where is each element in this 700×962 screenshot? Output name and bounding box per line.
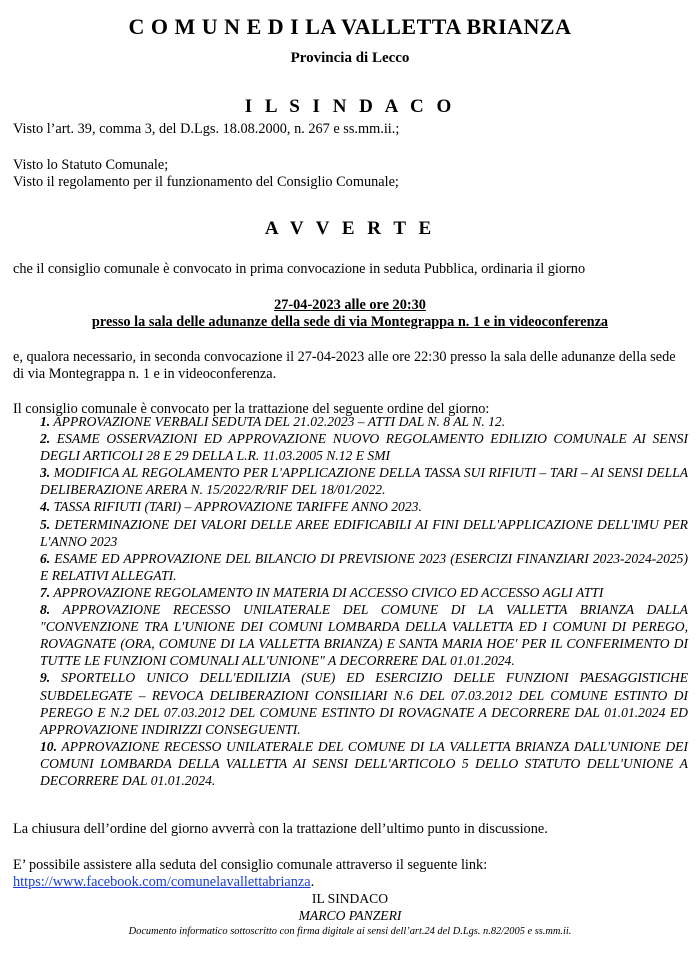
agenda-item-number: 6. <box>40 550 51 566</box>
comune-title: C O M U N E D I LA VALLETTA BRIANZA <box>128 14 572 39</box>
agenda-item <box>40 498 688 515</box>
agenda-item <box>40 430 688 464</box>
agenda-item-text: SPORTELLO UNICO DELL'EDILIZIA (SUE) ED ESERCIZIO DELLE FUNZIONI PAESAGGISTICHE SUBDELEGATE – REVOCA DELIBERAZIONI CONSILIARI N.6 DEL 07.03.2012 DEL COMUNE ESTINTO DI PEREGO E N.2 DEL 07.03.2012 DEL COMUNE ESTINTO DI ROVAGNATE A DECORRERE DAL 01.01.2024 ED APPROVAZIONE INDIRIZZI CONSEGUENTI. <box>40 670 688 737</box>
second-session-line: e, qualora necessario, in seconda convocazione il 27-04-2023 alle ore 22:30 presso la sala delle adunanze della sede <box>13 349 676 365</box>
agenda-item-text: MODIFICA AL REGOLAMENTO PER L'APPLICAZIONE DELLA TASSA SUI RIFIUTI – TARI – AI SENSI DELLA DELIBERAZIONE ARERA N. 15/2022/R/RIF DEL 18/01/2022. <box>40 465 688 498</box>
premise-line: Visto l’art. 39, comma 3, del D.Lgs. 18.08.2000, n. 267 e ss.mm.ii.; <box>13 121 400 137</box>
agenda-item-number: 5. <box>40 516 51 532</box>
agenda-item <box>40 550 688 584</box>
agenda-item-number: 1. <box>40 414 51 429</box>
agenda-closing: La chiusura dell’ordine del giorno avverrà con la trattazione dell’ultimo punto in discussione. <box>13 821 548 837</box>
signature-name: MARCO PANZERI <box>298 908 402 923</box>
signature-role: IL SINDACO <box>311 891 389 906</box>
agenda-item <box>40 413 688 430</box>
agenda-item <box>40 464 688 498</box>
avverte-heading: A V V E R T E <box>264 218 436 239</box>
facebook-link[interactable]: https://www.facebook.com/comunelavallettabrianza <box>13 874 311 890</box>
agenda-item-number: 7. <box>40 584 51 600</box>
agenda-list <box>40 413 688 789</box>
agenda-item-text: APPROVAZIONE REGOLAMENTO IN MATERIA DI ACCESSO CIVICO ED ACCESSO AGLI ATTI <box>50 584 604 600</box>
agenda-item-number: 10. <box>40 738 57 754</box>
agenda-item-text: APPROVAZIONE RECESSO UNILATERALE DEL COMUNE DI LA VALLETTA BRIANZA DALLA "CONVENZIONE TRA L'UNIONE DEI COMUNI LOMBARDA DELLA VALLETTA ED I COMUNI DI PEREGO, ROVAGNATE (ORA, COMUNE DI LA VALLETTA BRIANZA) E SANTA MARIA HOE' PER IL CONFERIMENTO DI TUTTE LE FUNZIONI COMUNALI ALL'UNIONE" A DECORRERE DAL 01.01.2024. <box>40 602 688 669</box>
second-session-line: di via Montegrappa n. 1 e in videoconferenza. <box>13 366 277 382</box>
agenda-item <box>40 738 688 789</box>
agenda-item-text: TASSA RIFIUTI (TARI) – APPROVAZIONE TARIFFE ANNO 2023. <box>50 499 422 515</box>
streaming-text: E’ possibile assistere alla seduta del consiglio comunale attraverso il seguente link: <box>13 857 488 873</box>
first-session-place: presso la sala delle adunanze della sede di via Montegrappa n. 1 e in videoconferenza <box>91 314 609 330</box>
province-subtitle: Provincia di Lecco <box>290 50 410 66</box>
agenda-item-text: DETERMINAZIONE DEI VALORI DELLE AREE EDIFICABILI AI FINI DELL'APPLICAZIONE DELL'IMU PER L'ANNO 2023 <box>40 516 688 549</box>
agenda-item-number: 2. <box>40 431 51 447</box>
link-period: . <box>310 874 315 890</box>
agenda-item <box>40 584 688 601</box>
first-session-date: 27-04-2023 alle ore 20:30 <box>274 297 426 313</box>
agenda-item-number: 8. <box>40 602 51 618</box>
premise-line: Visto lo Statuto Comunale; <box>13 157 169 173</box>
agenda-item <box>40 516 688 550</box>
agenda-item-text: ESAME ED APPROVAZIONE DEL BILANCIO DI PREVISIONE 2023 (ESERCIZI FINANZIARI 2023-2024-2025) E RELATIVI ALLEGATI. <box>40 550 688 583</box>
streaming-link-line <box>13 874 314 891</box>
agenda-item-text: APPROVAZIONE VERBALI SEDUTA DEL 21.02.2023 – ATTI DAL N. 8 AL N. 12. <box>50 414 506 429</box>
agenda-item-number: 9. <box>40 670 51 686</box>
agenda-item <box>40 601 688 669</box>
premise-line: Visto il regolamento per il funzionamento del Consiglio Comunale; <box>13 174 399 190</box>
agenda-item-text: ESAME OSSERVAZIONI ED APPROVAZIONE NUOVO REGOLAMENTO EDILIZIO COMUNALE AI SENSI DEGLI ARTICOLI 28 E 29 DELLA L.R. 11.03.2005 N.12 E SMI <box>40 431 688 464</box>
agenda-item <box>40 669 688 737</box>
agenda-item-number: 3. <box>40 465 51 481</box>
agenda-intro: Il consiglio comunale è convocato per la trattazione del seguente ordine del giorno: <box>13 401 490 417</box>
agenda-item-text: APPROVAZIONE RECESSO UNILATERALE DEL COMUNE DI LA VALLETTA BRIANZA DALL'UNIONE DEI COMUNI LOMBARDA DELLA VALLETTA AI SENSI DELL'ARTICOLO 5 DELLO STATUTO DELL'UNIONE A DECORRERE DAL 01.01.2024. <box>40 738 688 788</box>
sindaco-heading: I L S I N D A C O <box>244 96 456 117</box>
agenda-item-number: 4. <box>40 499 51 515</box>
convocation-intro: che il consiglio comunale è convocato in prima convocazione in seduta Pubblica, ordinaria il giorno <box>13 261 586 277</box>
digital-signature-note: Documento informatico sottoscritto con firma digitale ai sensi dell’art.24 del D.Lgs. n.82/2005 e ss.mm.ii. <box>128 926 572 937</box>
